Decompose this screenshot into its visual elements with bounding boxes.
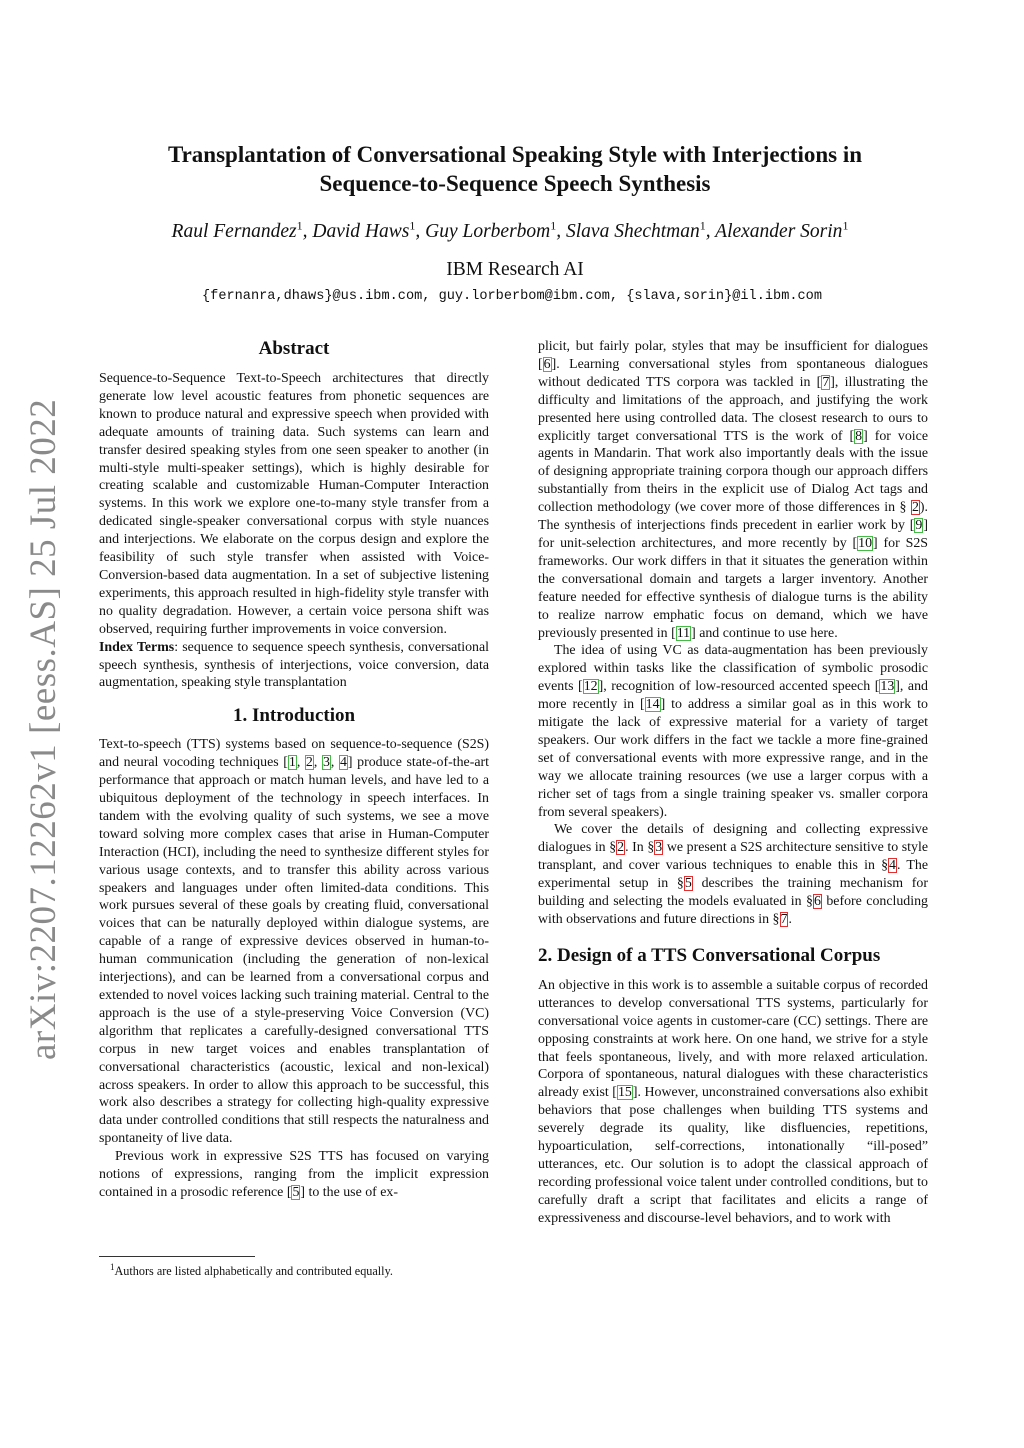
introduction-heading: 1. Introduction (232, 705, 356, 727)
citation-link[interactable]: 13 (880, 679, 895, 695)
footnote: $^1$Authors are listed alphabetically and contributed equally. (110, 1262, 393, 1279)
author: Guy Lorberbom$^1$ (425, 218, 557, 242)
citation-link[interactable]: 10 (858, 535, 873, 551)
right-column (538, 338, 928, 1228)
author-emails: {fernanra,dhaws}@us.ibm.com, guy.lorberbom@ibm.com, {slava,sorin}@il.ibm.com (202, 289, 822, 304)
index-terms-label: Index Terms (99, 639, 175, 655)
section-link[interactable]: 2 (617, 840, 625, 856)
section-link[interactable]: 6 (813, 894, 821, 910)
affiliation: IBM Research AI (446, 259, 584, 280)
title-line-2: Sequence-to-Sequence Speech Synthesis (319, 171, 711, 196)
citation-link[interactable]: 8 (855, 428, 863, 444)
intro-paragraph-2: Previous work in expressive S2S TTS has focused on varying notions of expressions, ranging from the implicit expression contained in a prosodic reference [5] to the use of ex- (99, 1149, 489, 1200)
citation-link[interactable]: 15 (617, 1085, 632, 1101)
arxiv-identifier-stamp: arXiv:2207.12262v1 [eess.AS] 25 Jul 2022 (23, 398, 64, 1060)
citation-link[interactable]: 2 (305, 755, 313, 771)
paper-title (100, 140, 930, 198)
citation-link[interactable]: 1 (288, 755, 296, 771)
citation-link[interactable]: 7 (822, 374, 830, 390)
intro-paragraph-1: Text-to-speech (TTS) systems based on sequence-to-sequence (S2S) and neural vocoding techniques [1, 2, 3, 4] produce state-of-the-art performance that approach or match human levels, and have led to a ubiquitous deployment of the technology in speech interfaces. In tandem with the evolving quality of such systems, we see a move toward solving more complex cases that arise in Human-Computer Interaction (HCI), including the need to synthesize different styles for various usage contexts, and to transfer this ability across various speakers and languages under often limited-data conditions. This work pursues several of these goals by creating fluid, conversational voices that can be naturally deployed within dialogue systems, are capable of a range of expressive devices observed in human-to-human communication (including the generation of non-lexical interjections), and can be learned from a conversational corpus and extended to novel voices lacking such training material. Central to the approach is the use of a style-preserving Voice Conversion (VC) algorithm that replicates a carefully-designed conversational TTS corpus in new target voices and enables transplantation of conversational characteristics (acoustic, lexical and non-lexical) across speakers. In order to allow this approach to be successful, this work also describes a strategy for collecting high-quality expressive data under controlled conditions that still respects the naturalness and spontaneity of live data. (99, 737, 489, 1147)
citation-link[interactable]: 14 (645, 697, 660, 713)
intro-paragraph-2-continued: plicit, but fairly polar, styles that may be insufficient for dialogues [6]. Learning conversational styles from spontaneous dialogues without dedicated TTS corpora was tackled in [7], illustrating the difficulty and limitations of the approach, and justifying the work presented here using controlled data. The closest research to ours to explicitly target conversational TTS is the work of [8] for voice agents in Mandarin. That work also importantly deals with the issue of designing appropriate training corpora though our approach differs substantially from theirs in the explicit use of Dialog Act tags and collection methodology (we cover more of those differences in § 2). The synthesis of interjections finds precedent in earlier work by [9] for unit-selection architectures, and more recently by [10] for S2S frameworks. Our work differs in that it situates the generation within the conversational domain and targets a larger inventory. Another feature needed for effective synthesis of dialogue turns is the ability to realize narrow emphatic focus on demand, which we have previously presented in [11] and continue to use here. (538, 339, 928, 641)
author: Slava Shechtman$^1$ (566, 218, 706, 242)
citation-link[interactable]: 11 (676, 625, 691, 641)
section-link[interactable]: 3 (655, 840, 663, 856)
intro-paragraph-3: The idea of using VC as data-augmentation has been previously explored within tasks like the classification of symbolic prosodic events [12], recognition of low-resourced accented speech [13], and more recently in [14] to address a similar goal as in this work to mitigate the lack of expressive material for a variety of target speakers. Our work differs in the fact we tackle a more fine-grained set of conversational events with more expressive range, and in the way we allocate training resources (we use a larger corpus with a richer set of tags from a single training speaker vs. smaller corpora from several speakers). (538, 643, 928, 820)
design-corpus-heading: 2. Design of a TTS Conversational Corpus (538, 944, 881, 966)
index-terms: Index Terms: sequence to sequence speech synthesis, conversational speech synthesis, synthesis of interjections, voice conversion, data augmentation, speaking style transplantation (99, 639, 489, 691)
section-link[interactable]: 7 (780, 912, 788, 927)
footnote-divider (99, 1256, 255, 1257)
citation-link[interactable]: 3 (322, 755, 330, 771)
author: Alexander Sorin$^1$ (715, 218, 849, 242)
design-paragraph-1: An objective in this work is to assemble a suitable corpus of recorded utterances to develop conversational TTS systems, particularly for conversational voice agents in customer-care (CC) settings. There are opposing constraints at work here. On one hand, we strive for a style that feels spontaneous, lively, and with more relaxed articulation. Corpora of spontaneous, natural dialogues with these characteristics already exist [15]. However, unconstrained conversations also exhibit behaviors that pose challenges when building TTS systems and severely degrade its quality, like disfluencies, repetitions, hypoarticulation, self-corrections, intonationally “ill-posed” utterances, etc. Our solution is to adopt the classical approach of recording professional voice talent under controlled conditions, but to carefully draft a script that facilitates and elicits a range of expressiveness and discourse-level behaviors, and to work with (538, 977, 928, 1226)
intro-paragraph-4: We cover the details of designing and collecting expressive dialogues in §2. In §3 we present a S2S architecture sensitive to style transplant, and cover various techniques to enable this in §4. The experimental setup in §5 describes the training mechanism for building and selecting the models evaluated in §6 before concluding with observations and future directions in §7. (538, 822, 929, 927)
abstract-heading: Abstract (258, 338, 330, 359)
section-link[interactable]: 2 (911, 500, 919, 516)
title-line-1: Transplantation of Conversational Speaking Style with Interjections in (167, 142, 863, 167)
section-link[interactable]: 4 (889, 858, 896, 874)
citation-link[interactable]: 5 (292, 1184, 300, 1200)
section-link[interactable]: 5 (684, 876, 692, 892)
author: David Haws$^1$ (312, 218, 416, 242)
author: Raul Fernandez$^1$ (171, 218, 303, 242)
citation-link[interactable]: 4 (339, 755, 347, 771)
abstract-body: Sequence-to-Sequence Text-to-Speech architectures that directly generate low level acoustic features from phonetic sequences are known to produce natural and expressive speech when provided with adequate amounts of training data. Such systems can learn and transfer desired speaking styles from one seen speaker to another (in multi-style multi-speaker settings), which is highly desirable for creating scalable and customizable Human-Computer Interaction systems. In this work we explore one-to-many style transfer from a dedicated single-speaker conversational corpus with style nuances and interjections. We elaborate on the corpus design and explore the feasibility of such style transfer when assisted with Voice-Conversion-based data augmentation. In a set of subjective listening experiments, this approach resulted in high-fidelity style transfer with no quality degradation. However, a certain voice persona shift was observed, requiring further improvements in voice conversion. (99, 371, 489, 637)
citation-link[interactable]: 6 (543, 356, 551, 372)
author-list: Raul Fernandez$^1$, David Haws$^1$, Guy Lorberbom$^1$, Slava Shechtman$^1$, Alexander Sorin$^1$ (171, 218, 849, 242)
citation-link[interactable]: 9 (915, 518, 923, 534)
left-column (99, 338, 489, 1202)
citation-link[interactable]: 12 (583, 679, 598, 695)
